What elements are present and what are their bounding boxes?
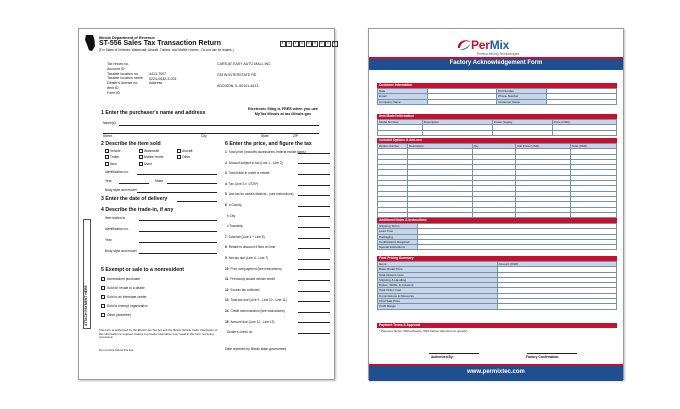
factory-confirmation-label: Factory Confirmation: — [526, 355, 560, 359]
identification-line[interactable] — [137, 174, 217, 175]
tax-calc-row — [225, 245, 330, 249]
trade-in-line[interactable] — [139, 242, 217, 243]
tax-calc-row — [225, 267, 330, 271]
table-cell[interactable] — [553, 131, 617, 136]
st556-form-page — [78, 28, 335, 380]
column-header: Price (USD) — [553, 120, 617, 125]
trade-in-label: Identification no. — [105, 227, 130, 231]
tax-calc-line-label: Retailer's discount if filed on time — [228, 245, 276, 250]
tax-calc-row — [225, 192, 330, 196]
taxpayer-label: Form ID — [107, 90, 120, 95]
tax-calc-amount-field[interactable] — [298, 214, 330, 218]
notes-table — [377, 223, 617, 250]
id-digit-box: 4 — [280, 41, 286, 47]
attach-payment-strip — [83, 219, 91, 329]
pricing-label: Base Model Price — [378, 267, 498, 272]
item-type-checkbox[interactable] — [139, 155, 143, 159]
permix-logo — [369, 35, 623, 57]
tax-calc-line-number: 11 — [225, 277, 229, 282]
exempt-label: Other (describe) — [107, 313, 131, 317]
new-used-checkbox[interactable] — [139, 162, 143, 166]
trade-in-label: Item traded in — [105, 216, 126, 220]
field-label: Phone Number — [497, 94, 547, 99]
section-payment: Payment Terms & Approval — [377, 323, 617, 328]
section-3-heading: 3 Enter the date of delivery — [101, 196, 168, 202]
column-header: Unit Price (USD) — [516, 144, 571, 149]
body-style-label: Body style and model — [105, 188, 137, 192]
tax-calc-amount-field[interactable] — [298, 288, 330, 292]
street-line[interactable] — [103, 133, 319, 134]
item-type-checkbox[interactable] — [177, 149, 181, 153]
name-line[interactable] — [119, 125, 319, 126]
exempt-checkbox[interactable] — [101, 313, 105, 317]
illinois-state-logo — [85, 35, 95, 51]
footer-url[interactable]: www.permixtec.com — [467, 369, 525, 375]
tax-calc-line-label: a County — [228, 203, 242, 207]
pricing-label: Total Options Cost — [378, 273, 498, 278]
taxpayer-value: 0224-0532-3-001 — [149, 76, 177, 81]
city-label: City — [201, 134, 207, 138]
make-label: Make — [155, 179, 164, 183]
form-subtitle: (For Sales of Vehicles, Watercraft, Aircraft, Trailers, and Mobile Homes - Do not use for leases.) — [99, 48, 234, 52]
section-notes: Additional Notes & Instructions — [377, 218, 617, 223]
year-label: Year — [105, 179, 112, 183]
taxpayer-label: Taxable location name — [107, 76, 143, 81]
tax-calc-amount-field[interactable] — [298, 150, 330, 154]
tax-calc-amount-field[interactable] — [298, 171, 330, 175]
pricing-label: Shipping & Handling — [378, 278, 498, 283]
tax-calc-row — [225, 288, 330, 292]
tax-calc-line-number: 9 — [225, 256, 227, 260]
table-cell[interactable] — [423, 131, 493, 136]
pricing-label: Commissions & Discounts — [378, 294, 498, 299]
column-header: Description — [423, 120, 493, 125]
tax-calc-row — [225, 214, 330, 218]
section-model-info: Item Model Information — [377, 114, 617, 119]
pricing-label: Total Order Cost — [378, 288, 498, 293]
field-value[interactable] — [428, 100, 497, 105]
zip-label: ZIP — [293, 134, 299, 138]
pricing-label: Final Sale Price — [378, 299, 498, 304]
taxpayer-value: Address — [149, 81, 163, 86]
tax-calc-row — [225, 320, 330, 324]
tax-calc-row — [225, 224, 330, 228]
table-row — [378, 100, 617, 105]
tax-calc-amount-field[interactable] — [298, 235, 330, 239]
note-label: Packaging — [378, 235, 418, 240]
id-digit-box: 1 — [325, 41, 331, 47]
tax-calc-line-number: 3 — [225, 171, 227, 176]
options-table — [377, 143, 617, 218]
tax-calc-line-number: 5 — [225, 192, 227, 197]
identification-label: Identification no. — [105, 170, 130, 174]
tax-calc-amount-field[interactable] — [298, 309, 330, 313]
table-cell[interactable] — [493, 131, 553, 136]
tax-calc-amount-field[interactable] — [298, 245, 330, 249]
factory-signature-line[interactable] — [527, 353, 577, 354]
column-header: Qty — [473, 144, 516, 149]
column-header: Items — [378, 262, 498, 267]
permix-form-page — [368, 28, 624, 380]
tax-calc-line-label: Amount due (Line 12 - Line 13) — [230, 319, 275, 324]
tax-calc-line-label: Excess tax collected — [230, 287, 260, 292]
section-pricing: Final Pricing Summary — [377, 256, 617, 261]
tax-calc-line-label: Total price (includes accessories, federal excise taxes) — [228, 150, 306, 154]
form-title: Factory Acknowledgement Form — [449, 60, 543, 66]
note-label: Certifications Required — [378, 240, 418, 245]
tax-calc-line-number: 2 — [225, 160, 227, 165]
tax-calc-row — [225, 182, 330, 186]
section-4-heading: 4 Describe the trade-in, if any — [101, 207, 174, 213]
taxpayer-label: Tax return no. — [107, 62, 129, 66]
exempt-checkbox[interactable] — [101, 304, 105, 308]
authorized-signature-line[interactable] — [429, 353, 479, 354]
column-header: Amount (USD) — [498, 262, 617, 267]
taxpayer-label: Taxable location no. — [107, 71, 139, 76]
logo-mix: Mix — [489, 38, 510, 52]
tax-calc-line-number: 10 — [225, 266, 229, 271]
tax-calc-row — [225, 277, 330, 281]
section-customer-info: Customer Information — [377, 83, 617, 88]
trade-in-label: Year — [105, 238, 112, 242]
trade-in-line[interactable] — [139, 220, 217, 221]
state-label: State — [261, 134, 269, 138]
item-type-label: Vehicle — [110, 149, 121, 153]
field-label: Customer Name — [497, 100, 547, 105]
tax-calc-line-number: 4 — [225, 181, 227, 186]
model-info-table — [377, 119, 617, 136]
column-header: Total (USD) — [571, 144, 617, 149]
efile-notice-2: MyTax Illinois at tax.illinois.gov — [254, 112, 312, 116]
body-style-line[interactable] — [137, 192, 217, 193]
dealer-line: ADDISON, IL 60101-4513 — [217, 84, 259, 88]
tax-calc-row — [225, 298, 330, 302]
tax-calc-row — [225, 150, 330, 154]
form-title: ST-556 Sales Tax Transaction Return — [99, 40, 222, 47]
tax-calc-row — [225, 235, 330, 239]
fee-note: Date received by Illinois state government — [225, 347, 287, 351]
tax-calc-row — [225, 203, 330, 207]
tax-calc-line-label: Tax (Line 3 x .0725*) — [228, 181, 259, 186]
tax-calc-row — [225, 256, 330, 260]
tax-calc-line-label: Credit memorandum (see instructions) — [230, 309, 285, 313]
customer-info-table — [377, 88, 617, 105]
new-used-label: New — [110, 162, 117, 166]
field-label: Date — [378, 89, 428, 94]
tax-calc-amount-field[interactable] — [298, 320, 330, 324]
id-digit-box: 0 — [319, 41, 325, 47]
note-label: Special Instructions — [378, 245, 418, 250]
table-row — [378, 245, 617, 250]
item-type-label: Watercraft — [144, 149, 160, 153]
id-digit-box: 4 — [286, 41, 292, 47]
tax-calc-line-label: Previously issued vehicle credit — [230, 277, 275, 282]
id-digit-box: 2 — [293, 41, 299, 47]
dealer-line: CARS AT EASY AUTO MALL INC — [217, 62, 271, 66]
column-header: Model Number — [378, 120, 423, 125]
trade-in-line[interactable] — [139, 231, 217, 232]
tax-calc-amount-field[interactable] — [298, 298, 330, 302]
tax-calc-line-number: 15 — [225, 319, 229, 324]
form-department: Illinois Department of Revenue — [99, 36, 155, 40]
tax-calc-line-label: Prior overpayment (see instructions) — [230, 266, 282, 271]
tax-calc-row — [225, 171, 330, 175]
tax-calc-row — [225, 309, 330, 313]
section-options: Included Options & Add-ons — [377, 138, 617, 143]
exempt-checkbox[interactable] — [101, 295, 105, 299]
taxpayer-label: Dealer's license no. — [107, 81, 139, 86]
tax-calc-line-number: 14 — [225, 309, 229, 313]
note-label: Lead Time — [378, 229, 418, 234]
field-value[interactable] — [547, 100, 617, 105]
taxpayer-label: Account ID — [107, 66, 125, 71]
item-type-checkbox[interactable] — [177, 155, 181, 159]
item-type-label: Trailer — [110, 155, 120, 159]
item-type-label: Mobile Home — [144, 155, 164, 159]
tax-calc-amount-field[interactable] — [298, 267, 330, 271]
logo-per: Per — [471, 38, 490, 52]
taxpayer-label: Item ID — [107, 85, 119, 90]
tax-calc-line-label: Total trade-in credit or rebate — [228, 171, 270, 176]
tax-calc-line-label: Total tax due (Line 9 - Line 10 - Line 11) — [230, 298, 287, 303]
tax-calc-amount-field[interactable] — [298, 256, 330, 260]
field-label: Company Name — [378, 100, 428, 105]
tax-calc-line-label: Dealer's check no. — [227, 330, 254, 335]
item-type-checkbox[interactable] — [105, 149, 109, 153]
item-type-checkbox[interactable] — [139, 149, 143, 153]
tax-calc-line-label: b City — [227, 213, 236, 218]
tax-calc-row — [225, 330, 330, 334]
taxpayer-value — [149, 96, 209, 101]
tax-calc-amount-field[interactable] — [298, 277, 330, 281]
exempt-label: Sold to an interstate carrier — [107, 295, 147, 299]
exempt-label: Sold for resale to a dealer — [107, 286, 145, 290]
authorized-by-label: Authorized By: — [431, 355, 454, 359]
new-used-checkbox[interactable] — [105, 162, 109, 166]
id-digit-box: 0 — [306, 41, 312, 47]
trade-in-label: Body style and model — [105, 249, 137, 253]
exempt-label: Sold to exempt organization — [107, 304, 148, 308]
permix-wordmark — [471, 38, 509, 52]
pricing-label: Duties, Tariffs, & Customs — [378, 283, 498, 288]
tax-calc-line-label: c Township — [227, 224, 243, 229]
item-type-label: Aircraft — [182, 149, 193, 153]
tax-calc-amount-field[interactable] — [298, 330, 330, 334]
note-label: Shipping Terms — [378, 224, 418, 229]
id-digit-box: 5 — [312, 41, 318, 47]
section-6-heading: 6 Enter the price, and figure the tax — [225, 141, 312, 147]
tax-calc-amount-field[interactable] — [298, 203, 330, 207]
item-type-label: Other — [182, 155, 191, 159]
bottom-note: This form is authorized by the Illinois Use Tax Act and the Illinois Vehicle Code. Disclosure of this information is required. Failure to provide information may result in this form not being processed. — [99, 328, 218, 340]
tax-calc-row — [225, 161, 330, 165]
field-label: PO Number — [497, 89, 547, 94]
dealer-line: 239 W INTERSTATE RD — [217, 73, 257, 77]
field-label: Email — [378, 94, 428, 99]
tax-calc-amount-field[interactable] — [298, 224, 330, 228]
year-line[interactable] — [119, 183, 149, 184]
tax-calc-line-label: Use tax for certain districts - (see instructions) — [228, 192, 294, 197]
tax-calc-line-number: 8 — [225, 245, 227, 250]
column-header: Option Number — [378, 144, 408, 149]
attach-payment-label: ATTACH PAYMENT HERE — [84, 285, 88, 326]
name-label: Name(s) — [103, 121, 116, 125]
tax-calc-line-number: 6 — [225, 203, 227, 207]
permix-swirl-icon — [456, 38, 472, 52]
trade-in-line[interactable] — [139, 253, 217, 254]
exempt-label: Nonresident purchaser — [107, 277, 141, 281]
tax-calc-amount-field[interactable] — [298, 182, 330, 186]
id-digit-box: 5 — [332, 41, 338, 47]
taxpayer-values — [149, 67, 209, 101]
id-digit-box: 4 — [299, 41, 305, 47]
logo-tagline: Perfect Mixing Technologies — [477, 52, 520, 56]
tax-calc-line-number: 12 — [225, 287, 229, 292]
pricing-label: Profit Margin — [378, 304, 498, 309]
section-5-heading: 5 Exempt or sale to a nonresident — [101, 267, 185, 273]
make-line[interactable] — [167, 183, 217, 184]
column-header: Description — [408, 144, 473, 149]
pricing-table — [377, 261, 617, 310]
item-type-checkbox[interactable] — [105, 155, 109, 159]
delivery-date-line[interactable] — [177, 201, 217, 202]
exempt-checkbox[interactable] — [101, 286, 105, 290]
form-id-boxes — [279, 41, 338, 47]
column-header: Power Supply — [493, 120, 553, 125]
tax-calc-line-number: 13 — [225, 298, 229, 303]
tax-calc-line-label: Amount subject to tax (Line 1 - Line 2) — [228, 160, 283, 165]
pricing-value[interactable] — [498, 304, 617, 309]
tax-calc-line-number: 7 — [225, 234, 227, 239]
section-1-heading: 1 Enter the purchaser's name and address — [101, 110, 206, 116]
dealer-address — [217, 62, 317, 90]
tax-calc-amount-field[interactable] — [298, 192, 330, 196]
table-row — [378, 131, 617, 136]
notary-note: Do not write below this line. — [99, 348, 135, 352]
section-2-heading: 2 Describe the item sold — [101, 141, 161, 147]
tax-calc-line-label: Total tax (Line 4 + Line 5) — [228, 234, 265, 239]
exempt-checkbox[interactable] — [101, 277, 105, 281]
table-cell[interactable] — [378, 131, 423, 136]
efile-notice-1: Electronic filing is FREE when you use — [247, 107, 319, 111]
note-value[interactable] — [418, 245, 617, 250]
street-label: Street — [103, 134, 112, 138]
tax-calc-line-label: Net tax due (Line 6 - Line 7) — [228, 256, 269, 260]
tax-calc-line-number: 1 — [225, 150, 227, 154]
tax-calc-amount-field[interactable] — [298, 161, 330, 165]
payment-terms-note: * Payment Terms: 50% advance, 50% before shipment (or specify) — [379, 329, 468, 333]
taxpayer-value: 4413-7007 — [149, 71, 167, 76]
new-used-label: Used — [144, 162, 152, 166]
table-row — [378, 304, 617, 309]
